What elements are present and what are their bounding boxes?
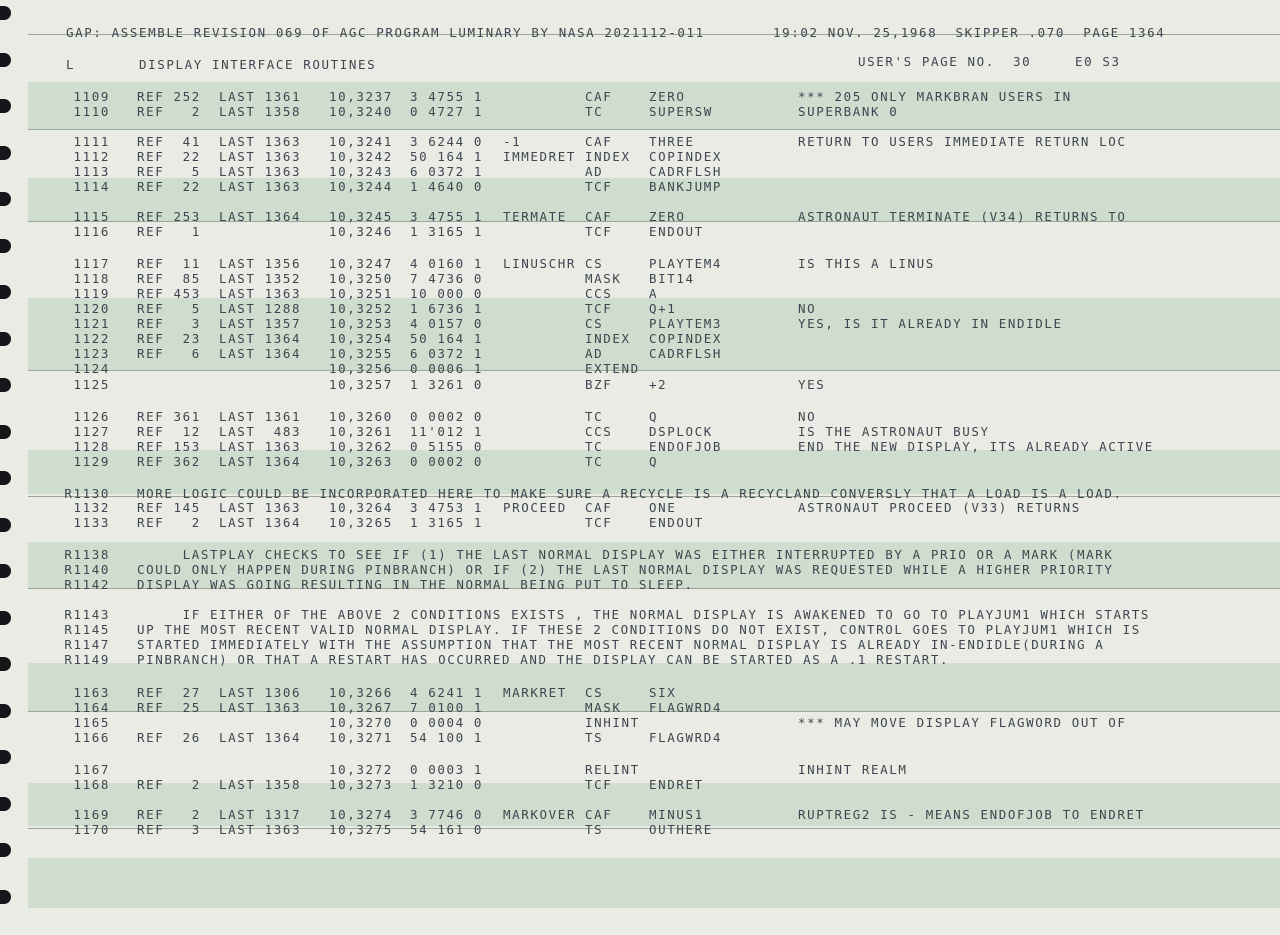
- feed-hole: [0, 518, 11, 532]
- paper-rule: [28, 370, 1280, 371]
- subhead-l: L: [66, 57, 76, 72]
- octal-code: 50 164 1: [410, 331, 484, 346]
- operand: SIX: [649, 685, 677, 700]
- address: 10,3267: [329, 700, 393, 715]
- address: 10,3243: [329, 164, 393, 179]
- octal-code: 10 000 0: [410, 286, 484, 301]
- address: 10,3264: [329, 500, 393, 515]
- address: 10,3257: [329, 377, 393, 392]
- opcode: CAF: [585, 89, 613, 104]
- comment: INHINT REALM: [798, 762, 908, 777]
- ref-count: REF 12: [137, 424, 201, 439]
- comment: RETURN TO USERS IMMEDIATE RETURN LOC: [798, 134, 1127, 149]
- ref-count: REF 361: [137, 409, 201, 424]
- operand: ZERO: [649, 209, 686, 224]
- ref-count: REF 362: [137, 454, 201, 469]
- octal-code: 50 164 1: [410, 149, 484, 164]
- opcode: CAF: [585, 209, 613, 224]
- octal-code: 3 4755 1: [410, 89, 484, 104]
- greenbar-band: [28, 858, 1280, 908]
- opcode: CCS: [585, 286, 613, 301]
- opcode: TC: [585, 104, 604, 119]
- opcode: INDEX: [585, 149, 631, 164]
- line-number: R1145: [64, 622, 110, 637]
- line-number: 1129: [73, 454, 110, 469]
- header-date-page: 19:02 NOV. 25,1968 SKIPPER .070 PAGE 1364: [773, 25, 1166, 40]
- octal-code: 0 5155 0: [410, 439, 484, 454]
- line-number: 1128: [73, 439, 110, 454]
- opcode: TS: [585, 730, 604, 745]
- opcode: CAF: [585, 807, 613, 822]
- line-number: 1115: [73, 209, 110, 224]
- operand: Q+1: [649, 301, 677, 316]
- feed-hole: [0, 704, 11, 718]
- remark-text: LASTPLAY CHECKS TO SEE IF (1) THE LAST NORMAL DISPLAY WAS EITHER INTERRUPTED BY A PRIO OR A MARK (MARK: [137, 547, 1114, 562]
- last-ref: LAST 1363: [219, 179, 302, 194]
- comment: YES: [798, 377, 826, 392]
- octal-code: 3 4753 1: [410, 500, 484, 515]
- line-number: 1113: [73, 164, 110, 179]
- comment: *** MAY MOVE DISPLAY FLAGWORD OUT OF: [798, 715, 1127, 730]
- line-number: 1126: [73, 409, 110, 424]
- octal-code: 11'012 1: [410, 424, 484, 439]
- comment: IS THIS A LINUS: [798, 256, 935, 271]
- feed-hole: [0, 146, 11, 160]
- comment: YES, IS IT ALREADY IN ENDIDLE: [798, 316, 1063, 331]
- last-ref: LAST 1364: [219, 331, 302, 346]
- comment: ASTRONAUT PROCEED (V33) RETURNS: [798, 500, 1081, 515]
- operand: FLAGWRD4: [649, 730, 723, 745]
- operand: COPINDEX: [649, 331, 723, 346]
- octal-code: 1 3165 1: [410, 224, 484, 239]
- ref-count: REF 2: [137, 807, 201, 822]
- last-ref: LAST 1364: [219, 209, 302, 224]
- line-number: 1122: [73, 331, 110, 346]
- label: MARKOVER: [503, 807, 577, 822]
- feed-hole: [0, 843, 11, 857]
- address: 10,3237: [329, 89, 393, 104]
- line-number: 1166: [73, 730, 110, 745]
- operand: CADRFLSH: [649, 164, 723, 179]
- operand: MINUS1: [649, 807, 704, 822]
- label: PROCEED: [503, 500, 567, 515]
- octal-code: 54 100 1: [410, 730, 484, 745]
- last-ref: LAST 1364: [219, 454, 302, 469]
- feed-hole: [0, 890, 11, 904]
- last-ref: LAST 1363: [219, 700, 302, 715]
- address: 10,3270: [329, 715, 393, 730]
- octal-code: 4 6241 1: [410, 685, 484, 700]
- comment: ASTRONAUT TERMINATE (V34) RETURNS TO: [798, 209, 1127, 224]
- line-number: 1118: [73, 271, 110, 286]
- ref-count: REF 1: [137, 224, 201, 239]
- address: 10,3254: [329, 331, 393, 346]
- line-number: 1119: [73, 286, 110, 301]
- ref-count: REF 27: [137, 685, 201, 700]
- opcode: AD: [585, 164, 604, 179]
- last-ref: LAST 1364: [219, 730, 302, 745]
- operand: PLAYTEM3: [649, 316, 723, 331]
- comment: *** 205 ONLY MARKBRAN USERS IN: [798, 89, 1072, 104]
- operand: ENDOUT: [649, 515, 704, 530]
- octal-code: 6 0372 1: [410, 164, 484, 179]
- comment: RUPTREG2 IS - MEANS ENDOFJOB TO ENDRET: [798, 807, 1145, 822]
- last-ref: LAST 1356: [219, 256, 302, 271]
- last-ref: LAST 1364: [219, 346, 302, 361]
- comment: END THE NEW DISPLAY, ITS ALREADY ACTIVE: [798, 439, 1154, 454]
- opcode: CS: [585, 256, 604, 271]
- feed-hole: [0, 53, 11, 67]
- address: 10,3253: [329, 316, 393, 331]
- line-number: R1149: [64, 652, 110, 667]
- octal-code: 0 0002 0: [410, 454, 484, 469]
- ref-count: REF 5: [137, 164, 201, 179]
- line-number: 1127: [73, 424, 110, 439]
- line-number: 1116: [73, 224, 110, 239]
- remark-text: DISPLAY WAS GOING RESULTING IN THE NORMAL BEING PUT TO SLEEP.: [137, 577, 694, 592]
- remark-text: STARTED IMMEDIATELY WITH THE ASSUMPTION THAT THE MOST RECENT NORMAL DISPLAY IS ALREADY IN-ENDIDLE(DURING A: [137, 637, 1105, 652]
- ref-count: REF 2: [137, 104, 201, 119]
- last-ref: LAST 1361: [219, 89, 302, 104]
- last-ref: LAST 1357: [219, 316, 302, 331]
- line-number: 1164: [73, 700, 110, 715]
- operand: CADRFLSH: [649, 346, 723, 361]
- remark-text: UP THE MOST RECENT VALID NORMAL DISPLAY. IF THESE 2 CONDITIONS DO NOT EXIST, CONTROL GOES TO PLAYJUM1 WHICH IS: [137, 622, 1141, 637]
- operand: +2: [649, 377, 668, 392]
- eo-code: E0 S3: [1075, 54, 1121, 69]
- octal-code: 3 6244 0: [410, 134, 484, 149]
- line-number: 1112: [73, 149, 110, 164]
- feed-hole: [0, 285, 11, 299]
- operand: FLAGWRD4: [649, 700, 723, 715]
- opcode: INDEX: [585, 331, 631, 346]
- last-ref: LAST 1363: [219, 439, 302, 454]
- octal-code: 4 0160 1: [410, 256, 484, 271]
- last-ref: LAST 1352: [219, 271, 302, 286]
- address: 10,3261: [329, 424, 393, 439]
- feed-hole: [0, 6, 11, 20]
- last-ref: LAST 1363: [219, 149, 302, 164]
- operand: ENDOUT: [649, 224, 704, 239]
- ref-count: REF 26: [137, 730, 201, 745]
- address: 10,3266: [329, 685, 393, 700]
- header-assembly-title: GAP: ASSEMBLE REVISION 069 OF AGC PROGRAM LUMINARY BY NASA 2021112-011: [66, 25, 705, 40]
- last-ref: LAST 1363: [219, 164, 302, 179]
- operand: Q: [649, 409, 659, 424]
- line-number: 1120: [73, 301, 110, 316]
- address: 10,3275: [329, 822, 393, 837]
- operand: ONE: [649, 500, 677, 515]
- feed-hole: [0, 471, 11, 485]
- line-number: 1168: [73, 777, 110, 792]
- octal-code: 1 4640 0: [410, 179, 484, 194]
- last-ref: LAST 1363: [219, 286, 302, 301]
- feed-hole: [0, 192, 11, 206]
- line-number: R1142: [64, 577, 110, 592]
- opcode: MASK: [585, 271, 622, 286]
- line-number: 1170: [73, 822, 110, 837]
- feed-hole: [0, 425, 11, 439]
- ref-count: REF 145: [137, 500, 201, 515]
- remark-text: PINBRANCH) OR THAT A RESTART HAS OCCURRED AND THE DISPLAY CAN BE STARTED AS A .1 RESTART.: [137, 652, 950, 667]
- opcode: CCS: [585, 424, 613, 439]
- ref-count: REF 25: [137, 700, 201, 715]
- address: 10,3274: [329, 807, 393, 822]
- address: 10,3271: [329, 730, 393, 745]
- line-number: 1124: [73, 361, 110, 376]
- ref-count: REF 453: [137, 286, 201, 301]
- feed-hole: [0, 797, 11, 811]
- opcode: TC: [585, 409, 604, 424]
- opcode: MASK: [585, 700, 622, 715]
- octal-code: 1 3210 0: [410, 777, 484, 792]
- octal-code: 1 6736 1: [410, 301, 484, 316]
- last-ref: LAST 1363: [219, 822, 302, 837]
- feed-hole: [0, 239, 11, 253]
- ref-count: REF 5: [137, 301, 201, 316]
- octal-code: 6 0372 1: [410, 346, 484, 361]
- octal-code: 3 7746 0: [410, 807, 484, 822]
- line-number: R1147: [64, 637, 110, 652]
- user-page-label: USER'S PAGE NO.: [858, 54, 995, 69]
- address: 10,3255: [329, 346, 393, 361]
- ref-count: REF 153: [137, 439, 201, 454]
- address: 10,3245: [329, 209, 393, 224]
- paper-rule: [28, 129, 1280, 130]
- octal-code: 0 4727 1: [410, 104, 484, 119]
- comment: NO: [798, 301, 817, 316]
- line-number: 1167: [73, 762, 110, 777]
- opcode: TCF: [585, 301, 613, 316]
- last-ref: LAST 1306: [219, 685, 302, 700]
- octal-code: 54 161 0: [410, 822, 484, 837]
- opcode: CS: [585, 685, 604, 700]
- operand: ZERO: [649, 89, 686, 104]
- last-ref: LAST 1364: [219, 515, 302, 530]
- label: MARKRET: [503, 685, 567, 700]
- remark-text: COULD ONLY HAPPEN DURING PINBRANCH) OR IF (2) THE LAST NORMAL DISPLAY WAS REQUESTED WHILE A HIGHER PRIORITY: [137, 562, 1114, 577]
- line-number: 1169: [73, 807, 110, 822]
- line-number: 1109: [73, 89, 110, 104]
- feed-hole: [0, 657, 11, 671]
- opcode: AD: [585, 346, 604, 361]
- feed-hole: [0, 99, 11, 113]
- opcode: TCF: [585, 224, 613, 239]
- last-ref: LAST 1358: [219, 104, 302, 119]
- address: 10,3263: [329, 454, 393, 469]
- octal-code: 1 3165 1: [410, 515, 484, 530]
- ref-count: REF 85: [137, 271, 201, 286]
- operand: COPINDEX: [649, 149, 723, 164]
- tractor-feed-holes: [0, 0, 20, 935]
- opcode: EXTEND: [585, 361, 640, 376]
- address: 10,3247: [329, 256, 393, 271]
- ref-count: REF 11: [137, 256, 201, 271]
- last-ref: LAST 1288: [219, 301, 302, 316]
- operand: BIT14: [649, 271, 695, 286]
- address: 10,3250: [329, 271, 393, 286]
- opcode: INHINT: [585, 715, 640, 730]
- ref-count: REF 2: [137, 777, 201, 792]
- address: 10,3265: [329, 515, 393, 530]
- line-number: 1121: [73, 316, 110, 331]
- feed-hole: [0, 332, 11, 346]
- line-number: R1138: [64, 547, 110, 562]
- line-number: 1163: [73, 685, 110, 700]
- line-number: 1132: [73, 500, 110, 515]
- line-number: R1130: [64, 486, 110, 501]
- operand: PLAYTEM4: [649, 256, 723, 271]
- line-number: 1133: [73, 515, 110, 530]
- octal-code: 0 0006 1: [410, 361, 484, 376]
- ref-count: REF 253: [137, 209, 201, 224]
- octal-code: 0 0002 0: [410, 409, 484, 424]
- last-ref: LAST 1358: [219, 777, 302, 792]
- line-number: R1143: [64, 607, 110, 622]
- address: 10,3260: [329, 409, 393, 424]
- opcode: CS: [585, 316, 604, 331]
- comment: SUPERBANK 0: [798, 104, 899, 119]
- operand: BANKJUMP: [649, 179, 723, 194]
- operand: THREE: [649, 134, 695, 149]
- octal-code: 0 0003 1: [410, 762, 484, 777]
- opcode: CAF: [585, 134, 613, 149]
- address: 10,3273: [329, 777, 393, 792]
- label: IMMEDRET: [503, 149, 577, 164]
- address: 10,3262: [329, 439, 393, 454]
- last-ref: LAST 1363: [219, 134, 302, 149]
- address: 10,3251: [329, 286, 393, 301]
- octal-code: 0 0004 0: [410, 715, 484, 730]
- ref-count: REF 22: [137, 149, 201, 164]
- operand: A: [649, 286, 659, 301]
- opcode: TC: [585, 439, 604, 454]
- remark-text: MORE LOGIC COULD BE INCORPORATED HERE TO MAKE SURE A RECYCLE IS A RECYCLAND CONVERSLY THAT A LOAD IS A LOAD.: [137, 486, 1123, 501]
- opcode: TCF: [585, 515, 613, 530]
- operand: DSPLOCK: [649, 424, 713, 439]
- ref-count: REF 2: [137, 515, 201, 530]
- ref-count: REF 6: [137, 346, 201, 361]
- operand: ENDRET: [649, 777, 704, 792]
- address: 10,3246: [329, 224, 393, 239]
- comment: NO: [798, 409, 817, 424]
- address: 10,3252: [329, 301, 393, 316]
- remark-text: IF EITHER OF THE ABOVE 2 CONDITIONS EXISTS , THE NORMAL DISPLAY IS AWAKENED TO GO TO PLAYJUM1 WHICH STARTS: [137, 607, 1150, 622]
- address: 10,3244: [329, 179, 393, 194]
- feed-hole: [0, 564, 11, 578]
- opcode: RELINT: [585, 762, 640, 777]
- address: 10,3241: [329, 134, 393, 149]
- section-title: DISPLAY INTERFACE ROUTINES: [139, 57, 377, 72]
- feed-hole: [0, 750, 11, 764]
- opcode: CAF: [585, 500, 613, 515]
- label: LINUSCHR: [503, 256, 577, 271]
- octal-code: 4 0157 0: [410, 316, 484, 331]
- line-number: 1110: [73, 104, 110, 119]
- ref-count: REF 22: [137, 179, 201, 194]
- ref-count: REF 3: [137, 822, 201, 837]
- opcode: TCF: [585, 179, 613, 194]
- label: -1: [503, 134, 522, 149]
- address: 10,3240: [329, 104, 393, 119]
- last-ref: LAST 483: [219, 424, 302, 439]
- user-page-number: 30: [1013, 54, 1032, 69]
- last-ref: LAST 1361: [219, 409, 302, 424]
- line-number: R1140: [64, 562, 110, 577]
- last-ref: LAST 1317: [219, 807, 302, 822]
- feed-hole: [0, 611, 11, 625]
- line-number: 1123: [73, 346, 110, 361]
- octal-code: 7 4736 0: [410, 271, 484, 286]
- address: 10,3272: [329, 762, 393, 777]
- opcode: TC: [585, 454, 604, 469]
- address: 10,3256: [329, 361, 393, 376]
- octal-code: 1 3261 0: [410, 377, 484, 392]
- operand: Q: [649, 454, 659, 469]
- line-number: 1125: [73, 377, 110, 392]
- ref-count: REF 252: [137, 89, 201, 104]
- label: TERMATE: [503, 209, 567, 224]
- octal-code: 3 4755 1: [410, 209, 484, 224]
- comment: IS THE ASTRONAUT BUSY: [798, 424, 990, 439]
- line-number: 1114: [73, 179, 110, 194]
- opcode: TS: [585, 822, 604, 837]
- ref-count: REF 3: [137, 316, 201, 331]
- operand: SUPERSW: [649, 104, 713, 119]
- line-number: 1111: [73, 134, 110, 149]
- octal-code: 7 0100 1: [410, 700, 484, 715]
- ref-count: REF 23: [137, 331, 201, 346]
- last-ref: LAST 1363: [219, 500, 302, 515]
- feed-hole: [0, 378, 11, 392]
- operand: ENDOFJOB: [649, 439, 723, 454]
- line-number: 1165: [73, 715, 110, 730]
- opcode: TCF: [585, 777, 613, 792]
- ref-count: REF 41: [137, 134, 201, 149]
- opcode: BZF: [585, 377, 613, 392]
- line-number: 1117: [73, 256, 110, 271]
- operand: OUTHERE: [649, 822, 713, 837]
- address: 10,3242: [329, 149, 393, 164]
